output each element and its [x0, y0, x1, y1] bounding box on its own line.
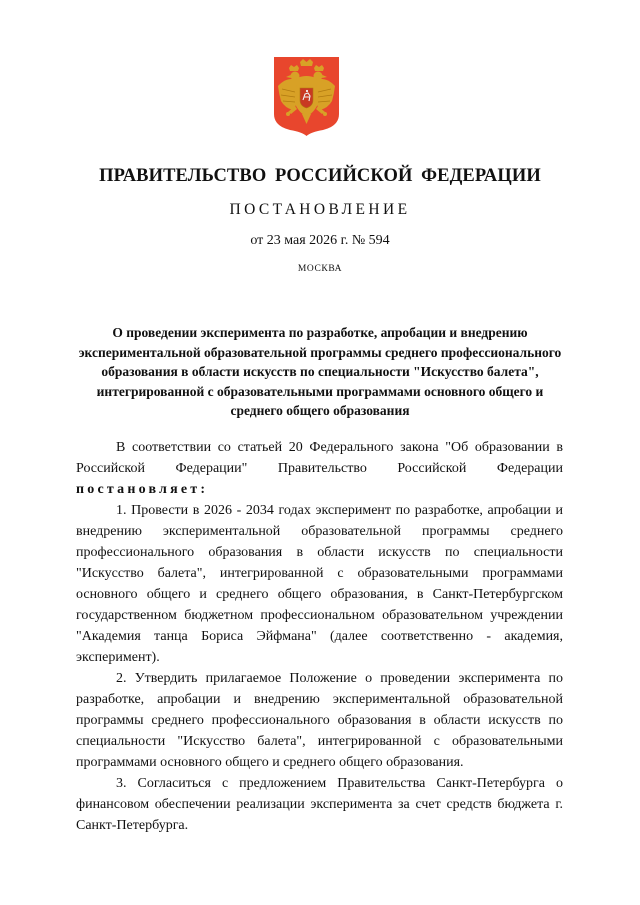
preamble-text: В соответствии со статьей 20 Федерального закона "Об образовании в Российской Федерации" Правительство Российской Федерации: [76, 440, 563, 476]
clause-2: 2. Утвердить прилагаемое Положение о проведении эксперимента по разработке, апробации и внедрению экспериментальной образовательной программы среднего профессионального образования в области искусств по специальности "Искусство балета", интегрированной с образовательными программами основного общего и среднего общего образования.: [76, 671, 563, 770]
government-title: ПРАВИТЕЛЬСТВО РОССИЙСКОЙ ФЕДЕРАЦИИ: [99, 166, 541, 186]
document-type: ПОСТАНОВЛЕНИЕ: [229, 201, 411, 218]
decree-word: постановляет:: [76, 482, 209, 497]
coat-of-arms-icon: [273, 56, 340, 137]
clause-3: 3. Согласиться с предложением Правительства Санкт-Петербурга о финансовом обеспечении реализации эксперимента за счет средств бюджета г. Санкт-Петербурга.: [76, 776, 563, 833]
document-subject: О проведении эксперимента по разработке, апробации и внедрению экспериментальной образовательной программы среднего профессионального образования в области искусств по специальности "Искусство балета", интегрированной с образовательными программами основного общего и среднего общего образования: [78, 325, 562, 418]
clause-1: 1. Провести в 2026 - 2034 годах эксперимент по разработке, апробации и внедрению экспериментальной образовательной программы среднего профессионального образования в области искусств по специальности "Искусство балета", интегрированной с образовательными программами основного общего и среднего общего образования, в Санкт-Петербургском государственном бюджетном профессиональном образовательном учреждении "Академия танца Бориса Эйфмана" (далее соответственно - академия, эксперимент).: [76, 503, 563, 665]
document-city: МОСКВА: [297, 264, 343, 274]
document-body: [76, 437, 563, 836]
document-date-number: от 23 мая 2026 г. № 594: [250, 233, 390, 248]
preamble-paragraph: [76, 437, 563, 500]
